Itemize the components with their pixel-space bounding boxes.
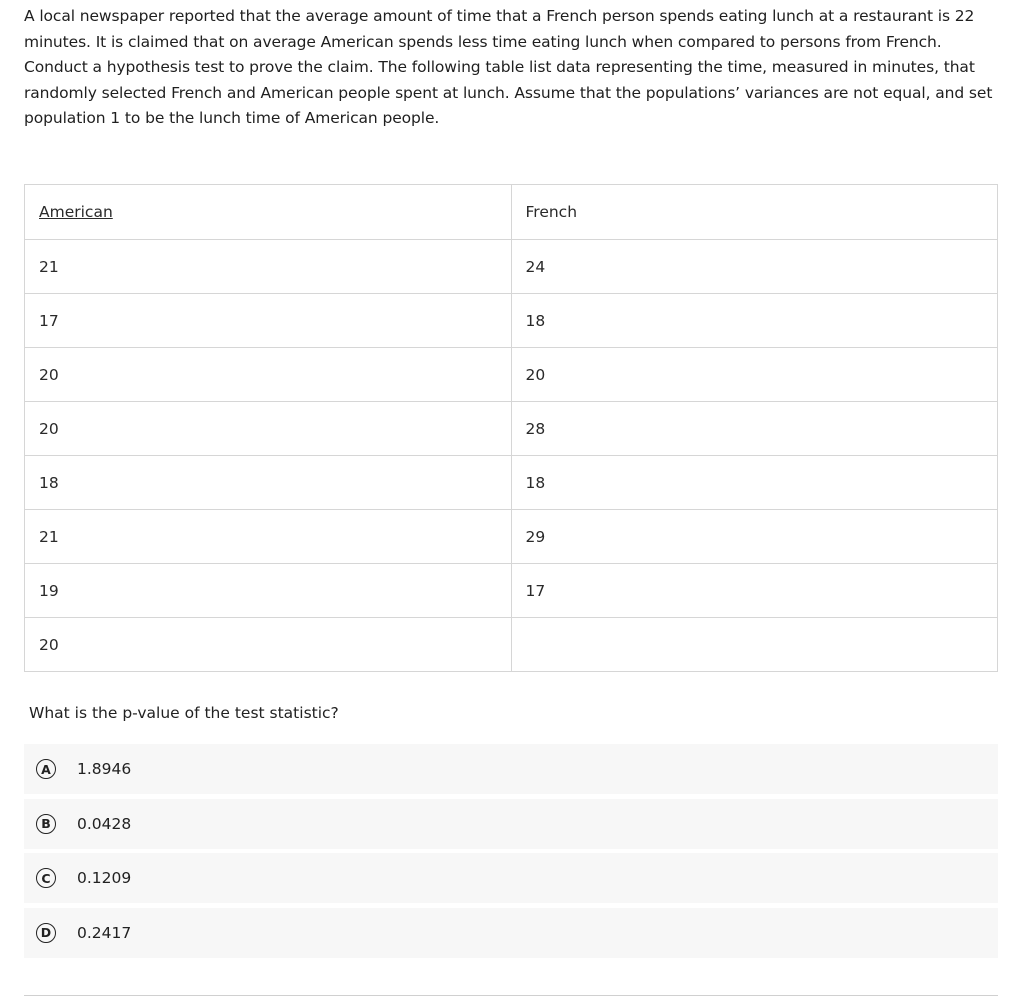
option-value: 0.0428	[77, 814, 132, 833]
data-table	[24, 184, 998, 672]
option-letter-badge: A	[36, 759, 56, 779]
table-cell-french	[511, 618, 998, 672]
answer-option-b[interactable]	[24, 799, 998, 849]
table-header-row	[25, 185, 998, 240]
american-header-label: American	[39, 203, 113, 221]
table-cell-american: 21	[25, 510, 512, 564]
option-value: 1.8946	[77, 760, 132, 778]
question-text: What is the p-value of the test statistic?	[29, 704, 339, 722]
table-cell-french: 18	[511, 294, 998, 348]
table-cell-french: 18	[511, 456, 998, 510]
table-row	[25, 618, 998, 672]
table-cell-american: 20	[25, 348, 512, 402]
table-cell-american: 19	[25, 564, 512, 618]
table-cell-american: 20	[25, 402, 512, 456]
table-row	[25, 240, 998, 294]
table-cell-american: 17	[25, 294, 512, 348]
table-cell-french: 24	[511, 240, 998, 294]
table-cell-american: 18	[25, 456, 512, 510]
table-row	[25, 510, 998, 564]
option-value: 0.2417	[77, 923, 132, 942]
column-header-french: French	[511, 185, 998, 240]
bottom-divider	[24, 995, 998, 996]
answer-option-c[interactable]	[24, 853, 998, 903]
table-cell-french: 17	[511, 564, 998, 618]
table-row	[25, 456, 998, 510]
answer-options	[24, 744, 998, 962]
problem-statement: A local newspaper reported that the average amount of time that a French person spends eating lunch at a restaurant is 22 minutes. It is claimed that on average American spends less time eating lunch when compared to persons from French. Conduct a hypothesis test to prove the claim. The following table list data representing the time, measured in minutes, that randomly selected French and American people spent at lunch. Assume that the populations’ variances are not equal, and set population 1 to be the lunch time of American people.	[24, 7, 993, 127]
answer-option-a[interactable]	[24, 744, 998, 794]
column-header-american	[25, 185, 512, 240]
table-row	[25, 402, 998, 456]
table-cell-french: 28	[511, 402, 998, 456]
option-letter-badge: C	[36, 868, 56, 888]
table-cell-american: 20	[25, 618, 512, 672]
option-letter-badge: B	[36, 814, 56, 834]
option-letter-badge: D	[36, 923, 56, 943]
table-cell-american: 21	[25, 240, 512, 294]
option-value: 0.1209	[77, 869, 132, 887]
table-row	[25, 348, 998, 402]
table-cell-french: 20	[511, 348, 998, 402]
table-row	[25, 294, 998, 348]
table-row	[25, 564, 998, 618]
answer-option-d[interactable]	[24, 908, 998, 958]
table-cell-french: 29	[511, 510, 998, 564]
